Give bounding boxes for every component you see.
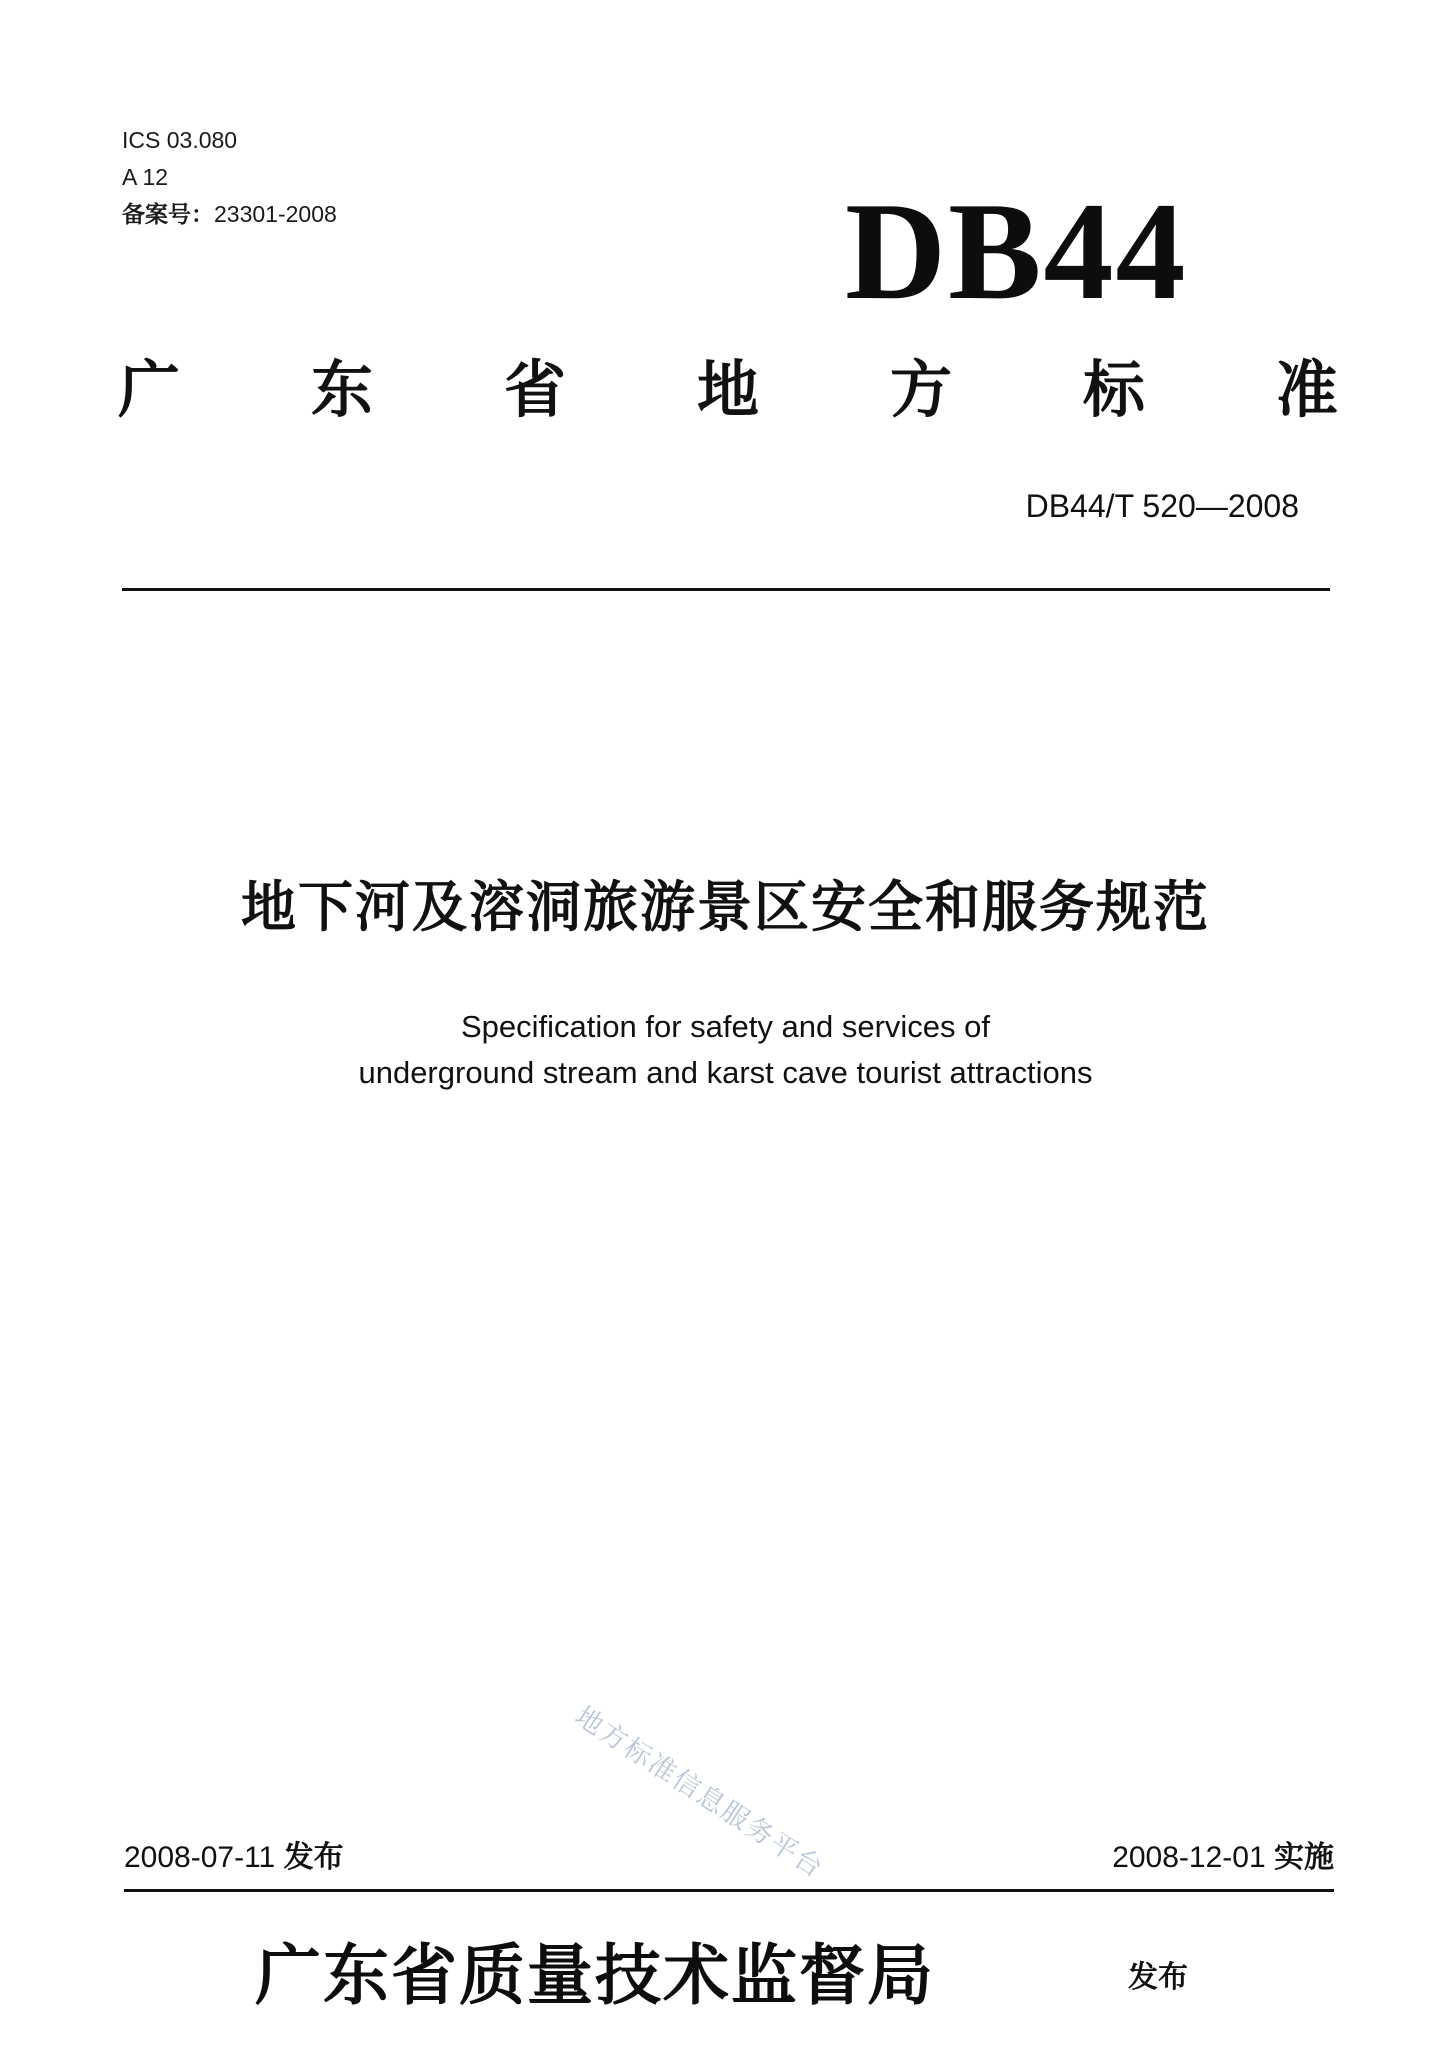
watermark: 地方标准信息服务平台: [569, 1700, 830, 1885]
issue-date: [124, 1838, 344, 1878]
implement-date: [1112, 1838, 1334, 1878]
standard-number: DB44/T 520—2008: [1025, 488, 1299, 524]
standard-type-char: 方: [889, 353, 952, 426]
standard-type-char: 省: [503, 353, 566, 426]
standard-type-heading: [118, 355, 1338, 425]
title-chinese: 地下河及溶洞旅游景区安全和服务规范: [240, 875, 1210, 939]
standard-type-char: 广: [118, 353, 181, 426]
standard-type-char: 东: [310, 353, 373, 426]
implement-date-value: 2008-12-01: [1112, 1841, 1266, 1874]
filing-number: 23301-2008: [214, 201, 337, 227]
filing-number-line: [122, 196, 337, 233]
issue-label: 发布: [283, 1841, 344, 1874]
standard-code-logo: DB44: [845, 174, 1188, 329]
bottom-divider: [124, 1889, 1334, 1892]
title-english: [0, 1004, 1451, 1096]
issuer-suffix: 发布: [1128, 1960, 1188, 1995]
standard-type-char: 地: [696, 353, 759, 426]
implement-label: 实施: [1274, 1841, 1334, 1874]
title-english-line-1: Specification for safety and services of: [461, 1009, 990, 1044]
issue-date-value: 2008-07-11: [124, 1841, 276, 1874]
standard-type-char: 准: [1275, 353, 1338, 426]
class-code: A 12: [122, 164, 169, 190]
issuer-name: 广东省质量技术监督局: [255, 1936, 935, 2014]
filing-label: 备案号：: [122, 201, 214, 227]
top-divider: [122, 588, 1330, 591]
title-english-line-2: underground stream and karst cave tourist attractions: [358, 1055, 1093, 1090]
classification-block: [122, 122, 337, 233]
standard-type-char: 标: [1082, 353, 1145, 426]
ics-code: ICS 03.080: [122, 127, 238, 153]
